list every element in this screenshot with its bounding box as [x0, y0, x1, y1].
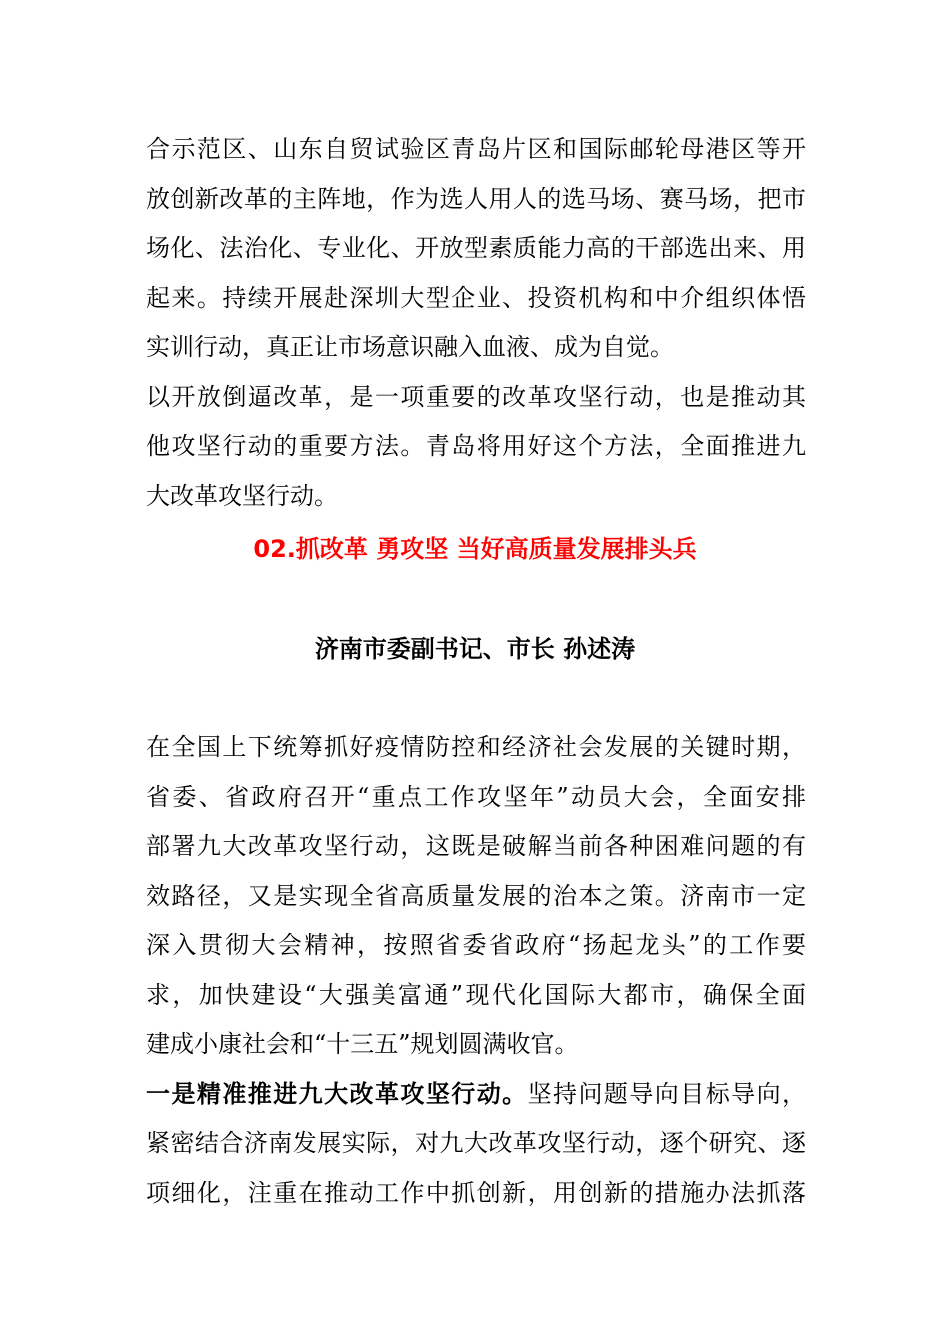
text-line: 深入贯彻大会精神，按照省委省政府“扬起龙头”的工作要: [146, 931, 806, 959]
author-line: 济南市委副书记、市长 孙述涛: [314, 635, 636, 663]
paragraph-block-2: [146, 723, 806, 1218]
text-line: 紧密结合济南发展实际，对九大改革攻坚行动，逐个研究、逐: [146, 1129, 806, 1157]
point-one-heading: 一是精准推进九大改革攻坚行动。: [146, 1079, 528, 1108]
point-one-line: [146, 1070, 806, 1120]
text-line: 效路径，又是实现全省高质量发展的治本之策。济南市一定: [146, 881, 806, 910]
text-line: 建成小康社会和“十三五”规划圆满收官。: [146, 1030, 579, 1058]
point-one-text: 坚持问题导向目标导向，: [527, 1079, 807, 1108]
text-line: 部署九大改革攻坚行动，这既是破解当前各种困难问题的有: [146, 832, 806, 860]
text-line: 以开放倒逼改革，是一项重要的改革攻坚行动，也是推动其: [146, 382, 806, 411]
text-line: 起来。持续开展赴深圳大型企业、投资机构和中介组织体悟: [146, 283, 806, 312]
text-line: 项细化，注重在推动工作中抓创新，用创新的措施办法抓落: [146, 1178, 806, 1207]
text-line: 在全国上下统筹抓好疫情防控和经济社会发展的关键时期，: [146, 733, 806, 761]
paragraph-block-1: [146, 125, 806, 521]
text-line: 他攻坚行动的重要方法。青岛将用好这个方法，全面推进九: [146, 432, 806, 460]
text-line: 省委、省政府召开“重点工作攻坚年”动员大会，全面安排: [146, 782, 806, 811]
text-line: 放创新改革的主阵地，作为选人用人的选马场、赛马场，把市: [146, 184, 806, 213]
text-line: 场化、法治化、专业化、开放型素质能力高的干部选出来、用: [146, 234, 806, 262]
text-line: 合示范区、山东自贸试验区青岛片区和国际邮轮母港区等开: [146, 135, 806, 163]
text-line: 大改革攻坚行动。: [146, 481, 338, 510]
text-line: 实训行动，真正让市场意识融入血液、成为自觉。: [146, 333, 674, 361]
text-line: 求，加快建设“大强美富通”现代化国际大都市，确保全面: [146, 980, 806, 1009]
article-title: 02.抓改革 勇攻坚 当好高质量发展排头兵: [253, 535, 697, 563]
